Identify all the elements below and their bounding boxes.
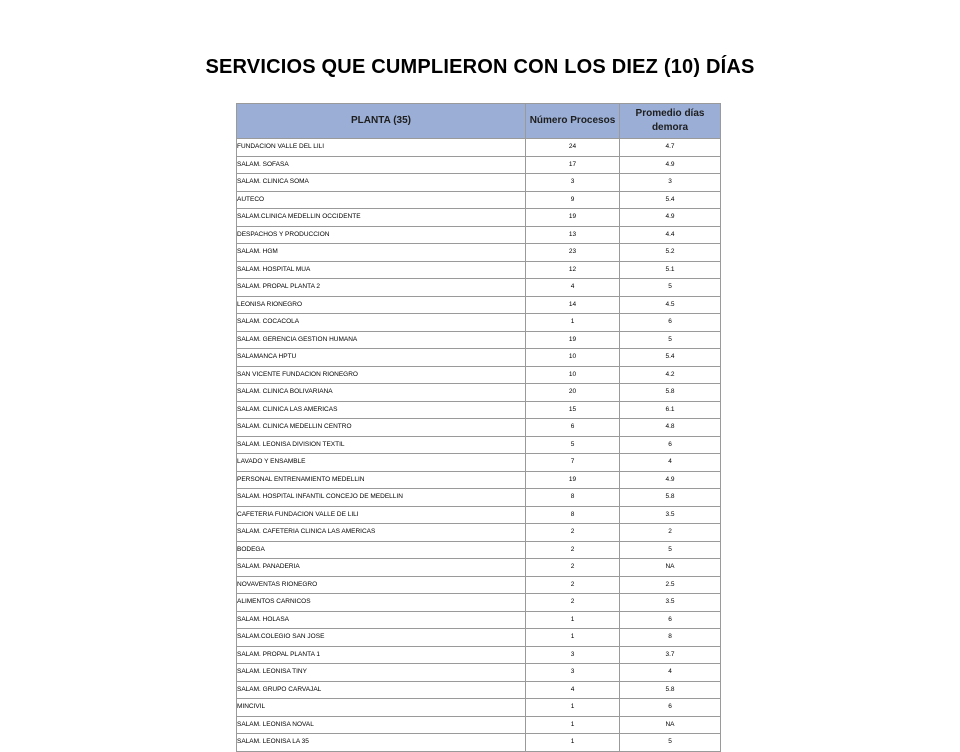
promedio-dias-cell: 5.8 (620, 384, 721, 402)
planta-cell: SALAM.CLINICA MEDELLIN OCCIDENTE (237, 209, 526, 227)
promedio-dias-cell: 4.9 (620, 209, 721, 227)
table-row (237, 331, 721, 349)
table-row (237, 209, 721, 227)
promedio-dias-cell: 6 (620, 314, 721, 332)
table-row (237, 401, 721, 419)
table-row (237, 419, 721, 437)
numero-procesos-cell: 4 (526, 681, 620, 699)
planta-cell: SALAM. LEONISA LA 35 (237, 734, 526, 752)
table-row (237, 524, 721, 542)
promedio-dias-cell: 4.5 (620, 296, 721, 314)
numero-procesos-cell: 5 (526, 436, 620, 454)
promedio-dias-cell: 6.1 (620, 401, 721, 419)
planta-cell: DESPACHOS Y PRODUCCION (237, 226, 526, 244)
table-body (237, 139, 721, 752)
planta-cell: SALAM. PROPAL PLANTA 2 (237, 279, 526, 297)
table-row (237, 506, 721, 524)
table-row (237, 576, 721, 594)
promedio-dias-cell: 3.5 (620, 506, 721, 524)
planta-cell: SALAM. HOSPITAL MUA (237, 261, 526, 279)
table-row (237, 594, 721, 612)
promedio-dias-cell: 6 (620, 436, 721, 454)
planta-cell: SALAM. CLINICA MEDELLIN CENTRO (237, 419, 526, 437)
planta-cell: SALAM. LEONISA NOVAL (237, 716, 526, 734)
planta-cell: SALAM. CLINICA SOMA (237, 174, 526, 192)
numero-procesos-cell: 19 (526, 331, 620, 349)
numero-procesos-cell: 7 (526, 454, 620, 472)
numero-procesos-cell: 3 (526, 664, 620, 682)
table-row (237, 681, 721, 699)
numero-procesos-cell: 6 (526, 419, 620, 437)
promedio-dias-cell: 4.7 (620, 139, 721, 157)
table-row (237, 559, 721, 577)
table-header-row (237, 104, 721, 139)
table-row (237, 436, 721, 454)
table-row (237, 664, 721, 682)
numero-procesos-cell: 17 (526, 156, 620, 174)
promedio-dias-cell: 5.4 (620, 191, 721, 209)
numero-procesos-cell: 10 (526, 366, 620, 384)
page-title: SERVICIOS QUE CUMPLIERON CON LOS DIEZ (10) DÍAS (205, 56, 755, 78)
planta-cell: AUTECO (237, 191, 526, 209)
numero-procesos-cell: 2 (526, 576, 620, 594)
planta-cell: SALAM. SOFASA (237, 156, 526, 174)
planta-cell: BODEGA (237, 541, 526, 559)
numero-procesos-cell: 12 (526, 261, 620, 279)
table-row (237, 156, 721, 174)
numero-procesos-cell: 14 (526, 296, 620, 314)
planta-cell: SALAMANCA HPTU (237, 349, 526, 367)
planta-cell: SALAM. CAFETERIA CLINICA LAS AMERICAS (237, 524, 526, 542)
table-row (237, 296, 721, 314)
promedio-dias-cell: 4 (620, 454, 721, 472)
numero-procesos-cell: 4 (526, 279, 620, 297)
planta-cell: PERSONAL ENTRENAMIENTO MEDELLIN (237, 471, 526, 489)
table-row (237, 611, 721, 629)
table-row (237, 191, 721, 209)
numero-procesos-cell: 1 (526, 716, 620, 734)
table-row (237, 541, 721, 559)
numero-procesos-cell: 23 (526, 244, 620, 262)
table-row (237, 384, 721, 402)
table-row (237, 734, 721, 752)
numero-procesos-cell: 2 (526, 541, 620, 559)
table-row (237, 366, 721, 384)
promedio-dias-cell: 5.8 (620, 489, 721, 507)
promedio-dias-cell: NA (620, 716, 721, 734)
table-row (237, 349, 721, 367)
planta-cell: SALAM. GRUPO CARVAJAL (237, 681, 526, 699)
numero-procesos-cell: 19 (526, 209, 620, 227)
numero-procesos-cell: 8 (526, 489, 620, 507)
table-row (237, 174, 721, 192)
numero-procesos-cell: 3 (526, 646, 620, 664)
table-row (237, 699, 721, 717)
planta-cell: SALAM. HOLASA (237, 611, 526, 629)
promedio-dias-cell: 5.2 (620, 244, 721, 262)
numero-procesos-cell: 19 (526, 471, 620, 489)
table-row (237, 139, 721, 157)
numero-procesos-cell: 15 (526, 401, 620, 419)
promedio-dias-cell: 8 (620, 629, 721, 647)
table-row (237, 261, 721, 279)
planta-cell: SALAM. CLINICA LAS AMERICAS (237, 401, 526, 419)
promedio-dias-cell: 5.1 (620, 261, 721, 279)
table-row (237, 716, 721, 734)
numero-procesos-cell: 1 (526, 314, 620, 332)
table-row (237, 226, 721, 244)
numero-procesos-cell: 1 (526, 629, 620, 647)
planta-cell: SALAM. PROPAL PLANTA 1 (237, 646, 526, 664)
table-row (237, 454, 721, 472)
numero-procesos-cell: 2 (526, 594, 620, 612)
services-table (236, 103, 721, 752)
planta-cell: MINCIVIL (237, 699, 526, 717)
table-row (237, 646, 721, 664)
promedio-dias-cell: 4 (620, 664, 721, 682)
planta-cell: SALAM. HOSPITAL INFANTIL CONCEJO DE MEDELLIN (237, 489, 526, 507)
promedio-dias-cell: 5.8 (620, 681, 721, 699)
planta-cell: SAN VICENTE FUNDACION RIONEGRO (237, 366, 526, 384)
planta-cell: SALAM. CLINICA BOLIVARIANA (237, 384, 526, 402)
planta-cell: SALAM. HGM (237, 244, 526, 262)
promedio-dias-cell: 3 (620, 174, 721, 192)
promedio-dias-cell: 5.4 (620, 349, 721, 367)
table-row (237, 489, 721, 507)
planta-cell: SALAM. GERENCIA GESTION HUMANA (237, 331, 526, 349)
table-row (237, 629, 721, 647)
header-numero-procesos: Número Procesos (526, 104, 620, 139)
header-planta: PLANTA (35) (237, 104, 526, 139)
planta-cell: SALAM. PANADERIA (237, 559, 526, 577)
promedio-dias-cell: 6 (620, 699, 721, 717)
promedio-dias-cell: 4.8 (620, 419, 721, 437)
promedio-dias-cell: 2.5 (620, 576, 721, 594)
numero-procesos-cell: 24 (526, 139, 620, 157)
planta-cell: LAVADO Y ENSAMBLE (237, 454, 526, 472)
promedio-dias-cell: 3.5 (620, 594, 721, 612)
promedio-dias-cell: NA (620, 559, 721, 577)
numero-procesos-cell: 13 (526, 226, 620, 244)
planta-cell: ALIMENTOS CARNICOS (237, 594, 526, 612)
numero-procesos-cell: 2 (526, 524, 620, 542)
numero-procesos-cell: 1 (526, 734, 620, 752)
promedio-dias-cell: 6 (620, 611, 721, 629)
table-row (237, 314, 721, 332)
planta-cell: SALAM. COCACOLA (237, 314, 526, 332)
numero-procesos-cell: 10 (526, 349, 620, 367)
promedio-dias-cell: 4.2 (620, 366, 721, 384)
numero-procesos-cell: 3 (526, 174, 620, 192)
table-row (237, 279, 721, 297)
promedio-dias-cell: 5 (620, 541, 721, 559)
numero-procesos-cell: 20 (526, 384, 620, 402)
promedio-dias-cell: 2 (620, 524, 721, 542)
planta-cell: NOVAVENTAS RIONEGRO (237, 576, 526, 594)
promedio-dias-cell: 4.4 (620, 226, 721, 244)
promedio-dias-cell: 5 (620, 279, 721, 297)
promedio-dias-cell: 3.7 (620, 646, 721, 664)
planta-cell: CAFETERIA FUNDACION VALLE DE LILI (237, 506, 526, 524)
numero-procesos-cell: 8 (526, 506, 620, 524)
planta-cell: SALAM. LEONISA TINY (237, 664, 526, 682)
promedio-dias-cell: 4.9 (620, 156, 721, 174)
promedio-dias-cell: 5 (620, 331, 721, 349)
planta-cell: SALAM. LEONISA DIVISION TEXTIL (237, 436, 526, 454)
planta-cell: LEONISA RIONEGRO (237, 296, 526, 314)
table-row (237, 244, 721, 262)
promedio-dias-cell: 5 (620, 734, 721, 752)
numero-procesos-cell: 9 (526, 191, 620, 209)
planta-cell: FUNDACION VALLE DEL LILI (237, 139, 526, 157)
numero-procesos-cell: 1 (526, 611, 620, 629)
promedio-dias-cell: 4.9 (620, 471, 721, 489)
numero-procesos-cell: 2 (526, 559, 620, 577)
table-row (237, 471, 721, 489)
numero-procesos-cell: 1 (526, 699, 620, 717)
planta-cell: SALAM.COLEGIO SAN JOSE (237, 629, 526, 647)
header-promedio-dias: Promedio días demora (620, 104, 721, 139)
